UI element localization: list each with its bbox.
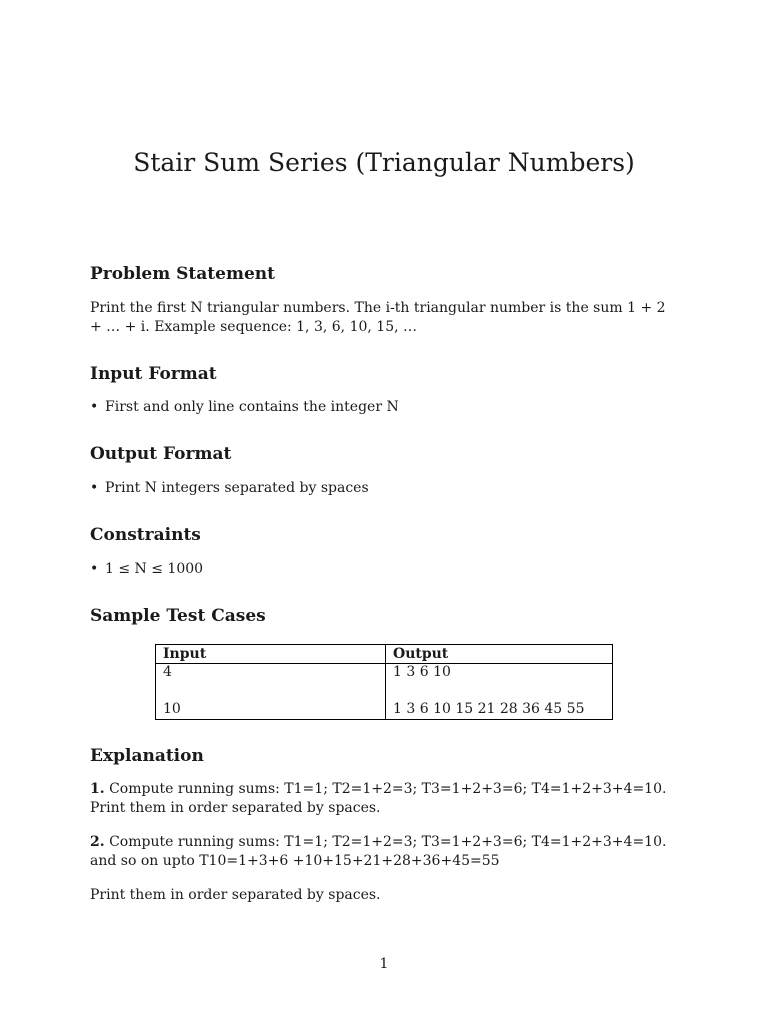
explanation-item-1-text: Compute running sums: T1=1; T2=1+2=3; T3=1+2+3=6; T4=1+2+3+4=10. Print them in order separated by spaces. — [90, 781, 667, 816]
constraints-heading: Constraints — [90, 525, 201, 545]
constraints-text: 1 ≤ N ≤ 1000 — [105, 561, 204, 577]
table-cell-input: 10 — [156, 701, 386, 720]
sample-test-cases-heading: Sample Test Cases — [90, 606, 266, 626]
explanation-heading: Explanation — [90, 746, 204, 766]
table-header-output: Output — [386, 645, 613, 664]
input-format-item — [90, 398, 680, 417]
table-cell-output: 1 3 6 10 — [386, 664, 613, 702]
explanation-item-1 — [90, 780, 680, 818]
output-format-text: Print N integers separated by spaces — [105, 480, 369, 496]
table-header-row — [156, 645, 613, 664]
input-format-text: First and only line contains the integer N — [105, 399, 399, 415]
table-cell-output: 1 3 6 10 15 21 28 36 45 55 — [386, 701, 613, 720]
explanation-closing: Print them in order separated by spaces. — [90, 887, 381, 903]
constraints-item — [90, 560, 680, 579]
output-format-heading: Output Format — [90, 444, 232, 464]
bullet-icon: • — [90, 399, 99, 415]
bullet-icon: • — [90, 480, 99, 496]
bullet-icon: • — [90, 561, 99, 577]
output-format-item — [90, 479, 680, 498]
table-header-input: Input — [156, 645, 386, 664]
problem-statement-heading: Problem Statement — [90, 264, 275, 284]
table-row — [156, 664, 613, 702]
document-title: Stair Sum Series (Triangular Numbers) — [133, 148, 635, 177]
explanation-item-1-number: 1. — [90, 781, 105, 797]
page-number: 1 — [379, 956, 389, 972]
explanation-item-2-text: Compute running sums: T1=1; T2=1+2=3; T3=1+2+3=6; T4=1+2+3+4=10. and so on upto T10=1+3+6 +10+15+21+28+36+45=55 — [90, 834, 667, 869]
explanation-item-2-number: 2. — [90, 834, 105, 850]
table-cell-input: 4 — [156, 664, 386, 702]
sample-test-cases-table — [155, 644, 613, 720]
table-row — [156, 701, 613, 720]
explanation-item-2 — [90, 833, 680, 871]
input-format-heading: Input Format — [90, 364, 217, 384]
problem-statement-text: Print the first N triangular numbers. The i-th triangular number is the sum 1 + 2 + … + i. Example sequence: 1, 3, 6, 10, 15, … — [90, 300, 666, 335]
